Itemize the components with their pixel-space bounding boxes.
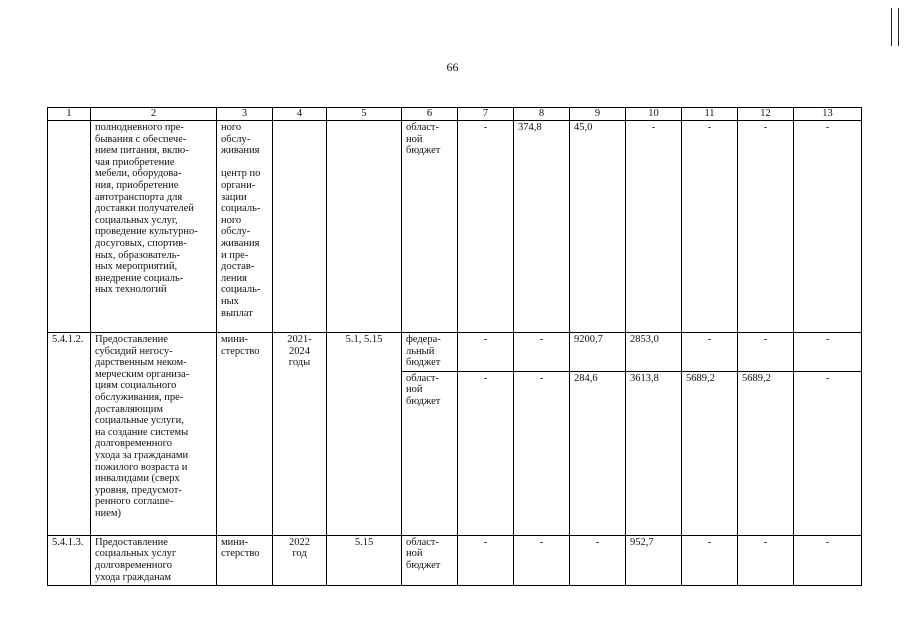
column-header: 7	[458, 108, 514, 121]
table-row	[48, 333, 862, 372]
funding-source: област- ной бюджет	[402, 121, 458, 333]
header-row	[48, 108, 862, 121]
value-cell: -	[458, 333, 514, 372]
years: 2021- 2024 годы	[273, 333, 327, 536]
measure-name: полнодневного пре- бывания с обеспече- нием питания, вклю- чая приобретение мебели, оборудова- ния, приобретение автотранспорта для доставки получателей социальных услуг, проведение культурно- досуговых, спортив- ных, образователь- ных мероприятий, внедрение социаль- ных технологий	[91, 121, 217, 333]
measure-name: Предоставление субсидий негосу- дарственным неком- мерческим организа- циям социального обслуживания, пре- доставляющим социальные услуги, на создание системы долговременного ухода за гражданами пожилого возраста и инвалидами (сверх уровня, предусмот- ренного соглаше- нием)	[91, 333, 217, 536]
years: 2022 год	[273, 535, 327, 585]
value-cell: 2853,0	[626, 333, 682, 372]
executor: ного обслу- живания центр по органи- зации социаль- ного обслу- живания и пре- достав- ления социаль- ных выплат	[217, 121, 273, 333]
value-cell: 284,6	[570, 371, 626, 535]
row-code	[48, 121, 91, 333]
budget-table	[47, 107, 862, 586]
value-cell: -	[458, 121, 514, 333]
column-header: 1	[48, 108, 91, 121]
funding-source: област- ной бюджет	[402, 371, 458, 535]
value-cell: -	[514, 333, 570, 372]
value-cell: 952,7	[626, 535, 682, 585]
column-header: 12	[738, 108, 794, 121]
value-cell: 374,8	[514, 121, 570, 333]
column-header: 13	[794, 108, 862, 121]
value-cell: -	[738, 333, 794, 372]
value-cell: 45,0	[570, 121, 626, 333]
value-cell: -	[794, 535, 862, 585]
value-cell: 5689,2	[682, 371, 738, 535]
value-cell: -	[794, 371, 862, 535]
indicators: 5.1, 5.15	[327, 333, 402, 536]
column-header: 5	[327, 108, 402, 121]
value-cell: -	[794, 121, 862, 333]
executor: мини- стерство	[217, 535, 273, 585]
value-cell: -	[738, 535, 794, 585]
value-cell: -	[514, 535, 570, 585]
indicators: 5.15	[327, 535, 402, 585]
column-header: 10	[626, 108, 682, 121]
indicators	[327, 121, 402, 333]
value-cell: -	[458, 371, 514, 535]
column-header: 4	[273, 108, 327, 121]
row-code: 5.4.1.3.	[48, 535, 91, 585]
executor: мини- стерство	[217, 333, 273, 536]
measure-name: Предоставление социальных услуг долговременного ухода гражданам	[91, 535, 217, 585]
row-code: 5.4.1.2.	[48, 333, 91, 536]
value-cell: -	[458, 535, 514, 585]
value-cell: 5689,2	[738, 371, 794, 535]
value-cell: -	[682, 121, 738, 333]
column-header: 2	[91, 108, 217, 121]
column-header: 6	[402, 108, 458, 121]
value-cell: -	[794, 333, 862, 372]
value-cell: -	[626, 121, 682, 333]
table-row	[48, 535, 862, 585]
value-cell: 3613,8	[626, 371, 682, 535]
column-header: 3	[217, 108, 273, 121]
value-cell: -	[570, 535, 626, 585]
value-cell: -	[738, 121, 794, 333]
value-cell: -	[682, 333, 738, 372]
funding-source: област- ной бюджет	[402, 535, 458, 585]
scan-edge-mark	[891, 8, 899, 46]
table-row	[48, 121, 862, 333]
value-cell: -	[514, 371, 570, 535]
column-header: 8	[514, 108, 570, 121]
years	[273, 121, 327, 333]
funding-source: федера- льный бюджет	[402, 333, 458, 372]
value-cell: 9200,7	[570, 333, 626, 372]
value-cell: -	[682, 535, 738, 585]
column-header: 9	[570, 108, 626, 121]
page-number: 66	[446, 60, 459, 74]
column-header: 11	[682, 108, 738, 121]
